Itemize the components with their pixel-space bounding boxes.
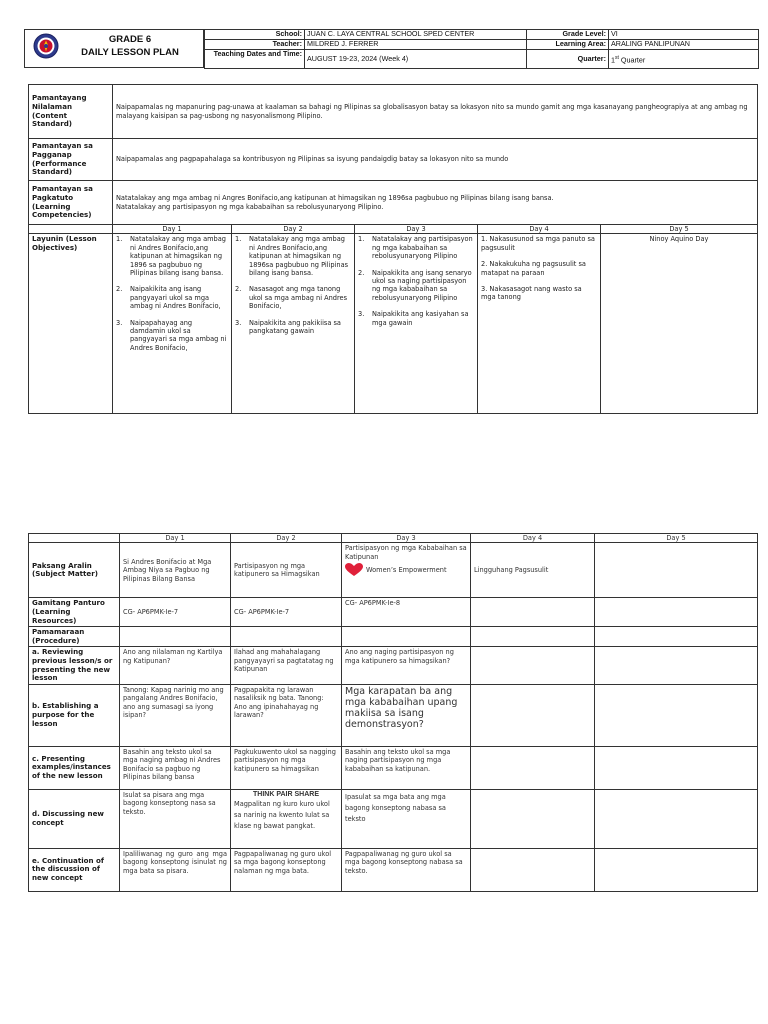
subject-day4: Lingguhang Pagsusulit [471, 543, 595, 598]
header-title [60, 33, 200, 59]
continuation-label: e. Continuation of the discussion of new concept [29, 848, 120, 891]
school-label: School: [205, 30, 305, 40]
heart-icon [345, 563, 363, 577]
content-standard-label: Pamantayang Nilalaman (Content Standard) [29, 85, 113, 139]
purpose-day1: Tanong: Kapag narinig mo ang pangalang Andres Bonifacio, ano ang sumasagi sa iyong isipan? [120, 684, 231, 746]
think-pair-share-title: THINK PAIR SHARE [253, 790, 319, 798]
purpose-day2: Pagpapakita ng larawan nasaliksik ng bata. Tanong: Ano ang ipinahahayag ng larawan? [231, 684, 342, 746]
resources-day2: CG- AP6PMK-Ie-7 [231, 598, 342, 627]
discussing-day2-text: Magpalitan ng kuro kuro ukol sa narinig na kwento Iulat sa klase ng bawat pangkat. [234, 800, 330, 831]
objective-item: 2. Nakakukuha ng pagsusulit sa matapat na paraan [481, 260, 586, 277]
deped-seal-icon [33, 33, 59, 59]
resources-day5 [595, 598, 758, 627]
performance-standard-text: Naipapamalas ang pagpapahalaga sa kontribusyon ng Pilipinas sa isyung pandaigdig batay sa lokasyon nito sa mundo [113, 139, 758, 181]
quarter-rest: Quarter [618, 55, 646, 65]
objectives-day5: Ninoy Aquino Day [601, 234, 758, 414]
objectives-day1 [113, 234, 232, 414]
examples-day3: Basahin ang teksto ukol sa mga naging partisipasyon ng mga kababaihan sa katipunan. [342, 746, 471, 789]
continuation-day2: Pagpapaliwanag ng guro ukol sa mga bagong konseptong nalaman ng mga bata. [231, 848, 342, 891]
reviewing-day1: Ano ang nilalaman ng Kartilya ng Katipunan? [120, 647, 231, 684]
subject-day3 [342, 543, 471, 598]
dates-value: AUGUST 19-23, 2024 (Week 4) [305, 50, 527, 69]
subject-day5 [595, 543, 758, 598]
purpose-day5 [595, 684, 758, 746]
examples-label: c. Presenting examples/instances of the new lesson [29, 746, 120, 789]
day-header: Day 1 [113, 225, 232, 234]
quarter-number: 1 [611, 55, 615, 65]
objectives-label: Layunin (Lesson Objectives) [29, 234, 113, 414]
reviewing-label: a. Reviewing previous lesson/s or presenting the new lesson [29, 647, 120, 684]
reviewing-day4 [471, 647, 595, 684]
objective-item: 1. Natatalakay ang mga ambag ni Andres Bonifacio,ang katipunan at himagsikan ng 1896 sa pagbubuo ng Pilipinas bilang isang bansa. [116, 235, 226, 278]
day-header: Day 1 [120, 534, 231, 543]
discussing-day3: Ipasulat sa mga bata ang mga bagong konseptong nabasa sa teksto [342, 789, 471, 848]
discussing-day5 [595, 789, 758, 848]
continuation-day3: Pagpapaliwanag ng guro ukol sa mga bagong konseptong nabasa sa teksto. [342, 848, 471, 891]
reviewing-day2: Ilahad ang mahahalagang pangyayayri sa pagtatatag ng Katipunan [231, 647, 342, 684]
competency-line: Natatalakay ang mga ambag ni Angres Bonifacio,ang katipunan at himagsikan ng 1896sa pagbubuo ng Pilipinas bilang isang bansa. [116, 194, 554, 203]
objective-item: 1. Nakasusunod sa mga panuto sa pagsusulit [481, 235, 595, 252]
day-header: Day 2 [232, 225, 355, 234]
standards-table [28, 84, 758, 414]
dates-label: Teaching Dates and Time: [205, 50, 305, 69]
procedure-cell [120, 627, 231, 647]
resources-label: Gamitang Panturo (Learning Resources) [29, 598, 120, 627]
reviewing-day3: Ano ang naging partisipasyon ng mga katipunero sa himagsikan? [342, 647, 471, 684]
procedure-table [28, 533, 758, 892]
objective-item: 3. Naipapahayag ang damdamin ukol sa pangyayari sa mga ambag ni Andres Bonifacio, [116, 318, 227, 352]
procedure-cell [231, 627, 342, 647]
objective-item: 1. Natatalakay ang partisipasyon ng mga kababaihan sa rebolusyunaryong Pilipino [358, 235, 473, 261]
procedure-label: Pamamaraan (Procedure) [29, 627, 120, 647]
day-header: Day 2 [231, 534, 342, 543]
teacher-label: Teacher: [205, 40, 305, 50]
examples-day1: Basahin ang teksto ukol sa mga naging ambag ni Andres Bonifacio sa pagbuo ng Pilipinas bilang bansa [120, 746, 231, 789]
day-header: Day 3 [355, 225, 478, 234]
objective-item: 2. Naipakikita ang isang senaryo ukol sa naging partisipasyon ng mga kababaihan sa rebolusyunaryong Pilipino [358, 268, 472, 302]
objective-item: 3. Naipakikita ang pakikiisa sa pangkatang gawain [235, 318, 341, 336]
resources-day4 [471, 598, 595, 627]
subject-day3-subtitle: Women’s Empowerment [366, 566, 447, 575]
day-header: Day 4 [478, 225, 601, 234]
purpose-day4 [471, 684, 595, 746]
teacher-value: MILDRED J. FERRER [305, 40, 527, 50]
subject-day1: Si Andres Bonifacio at Mga Ambag Niya sa Pagbuo ng Pilipinas Bilang Bansa [120, 543, 231, 598]
quarter-label: Quarter: [527, 50, 609, 69]
objectives-day2 [232, 234, 355, 414]
grade-level-value: VI [609, 30, 759, 40]
objective-item: 2. Naipakikita ang isang pangyayari ukol sa mga ambag ni Andres Bonifacio, [116, 285, 221, 311]
examples-day2: Pagkukuwento ukol sa nagging partisipasyon ng mga katipunero sa himagsikan [231, 746, 342, 789]
objective-item: 3. Nakasasagot nang wasto sa mga tanong [481, 285, 582, 302]
header-info-table [204, 29, 759, 69]
grade-title: GRADE 6 [108, 34, 152, 45]
discussing-day4 [471, 789, 595, 848]
school-value: JUAN C. LAYA CENTRAL SCHOOL SPED CENTER [305, 30, 527, 40]
quarter-value [609, 50, 759, 69]
resources-day3: CG- AP6PMK-Ie-8 [342, 598, 471, 627]
continuation-day1: Ipaliliwanag ng guro ang mga bagong konseptong isinulat ng mga bata sa pisara. [120, 848, 231, 891]
day-header: Day 3 [342, 534, 471, 543]
competency-line: Natatalakay ang partisipasyon ng mga kababaihan sa rebolusyunaryong Pilipino. [116, 202, 384, 211]
resources-day1: CG- AP6PMK-Ie-7 [120, 598, 231, 627]
examples-day5 [595, 746, 758, 789]
day-header: Day 4 [471, 534, 595, 543]
day-header-empty [29, 225, 113, 234]
objectives-day3 [355, 234, 478, 414]
examples-day4 [471, 746, 595, 789]
competencies-label: Pamantayan sa Pagkatuto (Learning Competencies) [29, 181, 113, 225]
objectives-day4 [478, 234, 601, 414]
objective-item: 3. Naipakikita ang kasiyahan sa mga gawain [358, 310, 469, 327]
day-header: Day 5 [595, 534, 758, 543]
discussing-day1: Isulat sa pisara ang mga bagong konseptong nasa sa teksto. [120, 789, 231, 848]
discussing-day2 [231, 789, 342, 848]
grade-level-label: Grade Level: [527, 30, 609, 40]
learning-area-value: ARALING PANLIPUNAN [609, 40, 759, 50]
continuation-day5 [595, 848, 758, 891]
day-header-empty [29, 534, 120, 543]
learning-area-label: Learning Area: [527, 40, 609, 50]
quarter-suffix: st [615, 54, 619, 61]
procedure-cell [342, 627, 471, 647]
purpose-day3: Mga karapatan ba ang mga kababaihan upang makiisa sa isang demonstrasyon? [342, 684, 471, 746]
subject-day3-title: Partisipasyon ng mga Kababaihan sa Katipunan [345, 544, 467, 561]
objective-item: 2. Nasasagot ang mga tanong ukol sa mga ambag ni Andres Bonifacio, [235, 285, 348, 311]
procedure-cell [595, 627, 758, 647]
subject-matter-label: Paksang Aralin (Subject Matter) [29, 543, 120, 598]
competencies-text [113, 181, 758, 225]
procedure-cell [471, 627, 595, 647]
content-standard-text: Naipapamalas ng mapanuring pag-unawa at kaalaman sa bahagi ng Pilipinas sa globalisasyon batay sa lokasyon nito sa mundo gamit ang mga kasanayang pangheograpiya at ang ambag ng malayang kaisipan sa pag-usbong ng nasyonalismong Pilipino. [113, 85, 758, 139]
continuation-day4 [471, 848, 595, 891]
reviewing-day5 [595, 647, 758, 684]
performance-standard-label: Pamantayan sa Pagganap (Performance Standard) [29, 139, 113, 181]
discussing-label: d. Discussing new concept [29, 789, 120, 848]
day-header: Day 5 [601, 225, 758, 234]
purpose-label: b. Establishing a purpose for the lesson [29, 684, 120, 746]
objective-item: 1. Natatalakay ang mga ambag ni Andres Bonifacio,ang katipunan at himagsikan ng 1896sa pagbubuo ng Pilipinas bilang isang bansa. [235, 235, 349, 278]
subject-day2: Partisipasyon ng mga katipunero sa Himagsikan [231, 543, 342, 598]
plan-title: DAILY LESSON PLAN [81, 47, 179, 58]
